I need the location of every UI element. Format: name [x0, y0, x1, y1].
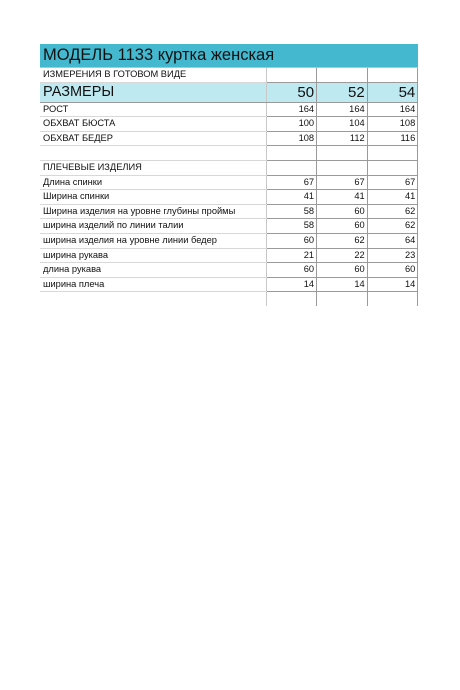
- garment-row: [40, 175, 418, 190]
- value-cell: 108: [367, 117, 418, 132]
- row-label: ширина рукава: [40, 248, 266, 263]
- row-label: РОСТ: [40, 102, 266, 117]
- value-cell: 60: [367, 263, 418, 278]
- value-cell: 100: [266, 117, 317, 132]
- value-cell: 60: [317, 204, 368, 219]
- value-cell: 104: [317, 117, 368, 132]
- row-label: длина рукава: [40, 263, 266, 278]
- value-cell: 164: [317, 102, 368, 117]
- value-cell: 41: [266, 190, 317, 205]
- value-cell: 108: [266, 131, 317, 146]
- subtitle-row: [40, 68, 418, 82]
- value-cell: 14: [317, 277, 368, 292]
- row-label: ширина плеча: [40, 277, 266, 292]
- value-cell: 58: [266, 204, 317, 219]
- sizes-label: РАЗМЕРЫ: [40, 82, 266, 102]
- garment-row: [40, 233, 418, 248]
- value-cell: 62: [367, 204, 418, 219]
- section-row: [40, 160, 418, 175]
- value-cell: 64: [367, 233, 418, 248]
- size-cell: 54: [367, 82, 418, 102]
- garment-row: [40, 219, 418, 234]
- value-cell: 67: [367, 175, 418, 190]
- garment-row: [40, 248, 418, 263]
- value-cell: 60: [317, 219, 368, 234]
- value-cell: 112: [317, 131, 368, 146]
- value-cell: 67: [317, 175, 368, 190]
- value-cell: 60: [266, 263, 317, 278]
- size-cell: 50: [266, 82, 317, 102]
- size-chart-sheet: [40, 44, 418, 306]
- model-title: МОДЕЛЬ 1133 куртка женская: [40, 44, 418, 68]
- body-row: [40, 117, 418, 132]
- row-label: Ширина спинки: [40, 190, 266, 205]
- value-cell: 62: [367, 219, 418, 234]
- value-cell: 58: [266, 219, 317, 234]
- garment-row: [40, 277, 418, 292]
- spacer-row: [40, 292, 418, 306]
- spacer-row: [40, 146, 418, 161]
- value-cell: 41: [367, 190, 418, 205]
- value-cell: 60: [266, 233, 317, 248]
- value-cell: 41: [317, 190, 368, 205]
- value-cell: 14: [367, 277, 418, 292]
- row-label: Длина спинки: [40, 175, 266, 190]
- value-cell: 62: [317, 233, 368, 248]
- subtitle-label: ИЗМЕРЕНИЯ В ГОТОВОМ ВИДЕ: [40, 68, 266, 82]
- row-label: ширина изделий по линии талии: [40, 219, 266, 234]
- value-cell: 23: [367, 248, 418, 263]
- value-cell: 116: [367, 131, 418, 146]
- value-cell: 14: [266, 277, 317, 292]
- garment-row: [40, 263, 418, 278]
- value-cell: 21: [266, 248, 317, 263]
- size-cell: 52: [317, 82, 368, 102]
- row-label: Ширина изделия на уровне глубины проймы: [40, 204, 266, 219]
- value-cell: 164: [367, 102, 418, 117]
- measurements-table: [40, 68, 418, 306]
- body-row: [40, 102, 418, 117]
- row-label: ОБХВАТ БЕДЕР: [40, 131, 266, 146]
- body-row: [40, 131, 418, 146]
- value-cell: 22: [317, 248, 368, 263]
- garment-row: [40, 190, 418, 205]
- garment-row: [40, 204, 418, 219]
- value-cell: 67: [266, 175, 317, 190]
- value-cell: 60: [317, 263, 368, 278]
- row-label: ширина изделия на уровне линии бедер: [40, 233, 266, 248]
- section-label: ПЛЕЧЕВЫЕ ИЗДЕЛИЯ: [40, 160, 266, 175]
- sizes-row: [40, 82, 418, 102]
- value-cell: 164: [266, 102, 317, 117]
- row-label: ОБХВАТ БЮСТА: [40, 117, 266, 132]
